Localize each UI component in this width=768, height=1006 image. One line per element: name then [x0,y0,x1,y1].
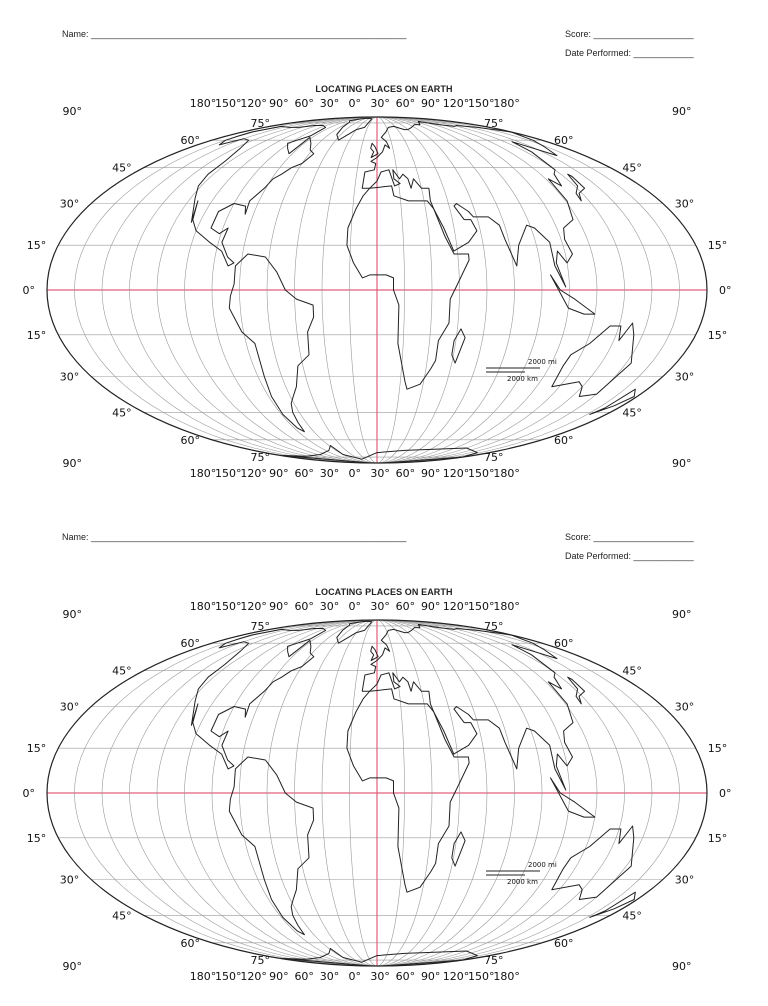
latitude-label: 75° [250,954,270,968]
latitude-label: 60° [180,433,200,447]
longitude-label: 150° [215,970,242,983]
latitude-label: 90° [62,608,82,621]
date-field[interactable] [565,551,694,561]
latitude-label: 60° [180,936,200,950]
longitude-label: 0° [348,97,362,110]
latitude-label: 75° [250,619,270,633]
longitude-label: 120° [240,600,267,613]
worksheet-bottom [0,503,768,1006]
name-line: _______________________________________________________________ [91,29,407,39]
scale-miles-label: 2000 mi [528,358,557,366]
longitude-label: 150° [468,467,495,480]
longitude-label: 180° [189,970,217,983]
latitude-label: 0° [719,787,732,800]
latitude-label: 0° [22,787,35,800]
longitude-label: 60° [395,97,416,110]
latitude-label: 45° [112,406,132,420]
name-label: Name: [62,29,89,39]
australia-outline [552,826,634,900]
latitude-label: 75° [484,954,504,968]
longitude-label: 90° [420,600,441,613]
longitude-label: 150° [468,970,495,983]
longitude-label: 0° [348,467,362,480]
longitude-label: 90° [269,97,289,110]
south-america-outline [229,757,313,935]
latitude-label: 90° [672,457,692,470]
score-line: ____________________ [593,29,694,39]
latitude-label: 60° [554,936,574,950]
africa-outline [347,186,469,389]
longitude-label: 120° [240,467,267,480]
australia-outline [552,323,634,397]
latitude-label: 30° [674,197,695,211]
latitude-label: 45° [622,161,642,175]
latitude-label: 30° [59,370,80,384]
longitude-label: 30° [370,970,390,983]
scale-miles-label: 2000 mi [528,861,557,869]
latitude-label: 60° [180,637,200,651]
latitude-label: 15° [26,831,47,845]
score-field[interactable] [565,532,694,542]
latitude-label: 90° [672,105,692,118]
longitude-label: 120° [442,970,470,983]
longitude-label: 180° [493,467,520,480]
scale-km-label: 2000 km [507,375,538,383]
longitude-label: 150° [468,600,495,613]
latitude-label: 60° [554,433,574,447]
name-label: Name: [62,532,89,542]
longitude-label: 90° [269,467,289,480]
latitude-label: 15° [26,239,47,253]
latitude-label: 75° [484,451,504,465]
longitude-label: 90° [269,600,289,613]
longitude-label: 60° [395,970,416,983]
madagascar-outline [452,329,465,363]
longitude-label: 120° [240,97,267,110]
score-label: Score: [565,29,592,39]
latitude-label: 0° [22,284,35,297]
latitude-label: 45° [622,909,642,923]
latitude-label: 90° [672,608,692,621]
score-line: ____________________ [593,532,694,542]
latitude-label: 60° [180,134,200,148]
longitude-label: 90° [420,467,441,480]
date-field[interactable] [565,48,694,58]
longitude-label: 120° [240,970,267,983]
latitude-label: 60° [554,134,574,148]
world-map [0,598,768,988]
longitude-label: 180° [189,600,217,613]
latitude-label: 30° [674,700,695,714]
longitude-label: 30° [319,97,340,110]
longitude-label: 180° [493,970,520,983]
latitude-label: 45° [112,909,132,923]
africa-outline [347,689,469,892]
latitude-label: 45° [622,406,642,420]
longitude-label: 60° [294,600,314,613]
latitude-label: 30° [59,873,80,887]
longitude-label: 150° [215,600,242,613]
name-line: _______________________________________________________________ [91,532,407,542]
latitude-label: 30° [674,873,695,887]
south-america-outline [229,254,313,432]
longitude-label: 120° [442,600,470,613]
longitude-label: 30° [319,600,340,613]
longitude-label: 150° [215,97,242,110]
date-line: ____________ [633,48,694,58]
longitude-label: 30° [370,467,390,480]
score-field[interactable] [565,29,694,39]
longitude-label: 90° [269,970,289,983]
latitude-label: 30° [59,700,80,714]
longitude-label: 90° [420,970,441,983]
date-line: ____________ [633,551,694,561]
longitude-label: 150° [468,97,495,110]
map-title: LOCATING PLACES ON EARTH [315,84,453,94]
latitude-label: 15° [707,742,728,756]
scale-km-label: 2000 km [507,878,538,886]
world-map [0,95,768,485]
longitude-label: 180° [493,97,520,110]
latitude-label: 60° [554,637,574,651]
name-field[interactable] [62,532,406,542]
latitude-label: 75° [484,619,504,633]
longitude-label: 0° [348,600,362,613]
longitude-label: 30° [370,600,390,613]
madagascar-outline [452,832,465,866]
longitude-label: 180° [189,467,217,480]
longitude-label: 120° [442,467,470,480]
latitude-label: 15° [707,328,728,342]
latitude-label: 90° [62,457,82,470]
latitude-label: 30° [59,197,80,211]
latitude-label: 45° [112,161,132,175]
latitude-label: 75° [250,116,270,130]
longitude-label: 60° [395,600,416,613]
longitude-label: 180° [493,600,520,613]
latitude-label: 15° [26,742,47,756]
longitude-label: 90° [420,97,441,110]
latitude-label: 90° [62,105,82,118]
latitude-label: 90° [672,960,692,973]
longitude-label: 150° [215,467,242,480]
longitude-label: 30° [319,970,340,983]
latitude-label: 45° [622,664,642,678]
indonesia-outline [551,275,595,314]
longitude-label: 60° [294,97,314,110]
name-field[interactable] [62,29,406,39]
longitude-label: 120° [442,97,470,110]
indonesia-outline [551,778,595,817]
latitude-label: 0° [719,284,732,297]
date-label: Date Performed: [565,551,632,561]
longitude-label: 0° [348,970,362,983]
longitude-label: 60° [294,970,314,983]
latitude-label: 15° [26,328,47,342]
longitude-label: 60° [294,467,314,480]
north-america-outline [191,126,325,266]
latitude-label: 30° [674,370,695,384]
score-label: Score: [565,532,592,542]
latitude-label: 45° [112,664,132,678]
date-label: Date Performed: [565,48,632,58]
latitude-label: 15° [707,239,728,253]
map-title: LOCATING PLACES ON EARTH [315,587,453,597]
north-america-outline [191,629,325,769]
longitude-label: 30° [319,467,340,480]
longitude-label: 60° [395,467,416,480]
longitude-label: 180° [189,97,217,110]
latitude-label: 90° [62,960,82,973]
longitude-label: 30° [370,97,390,110]
latitude-label: 75° [250,451,270,465]
latitude-label: 75° [484,116,504,130]
latitude-label: 15° [707,831,728,845]
